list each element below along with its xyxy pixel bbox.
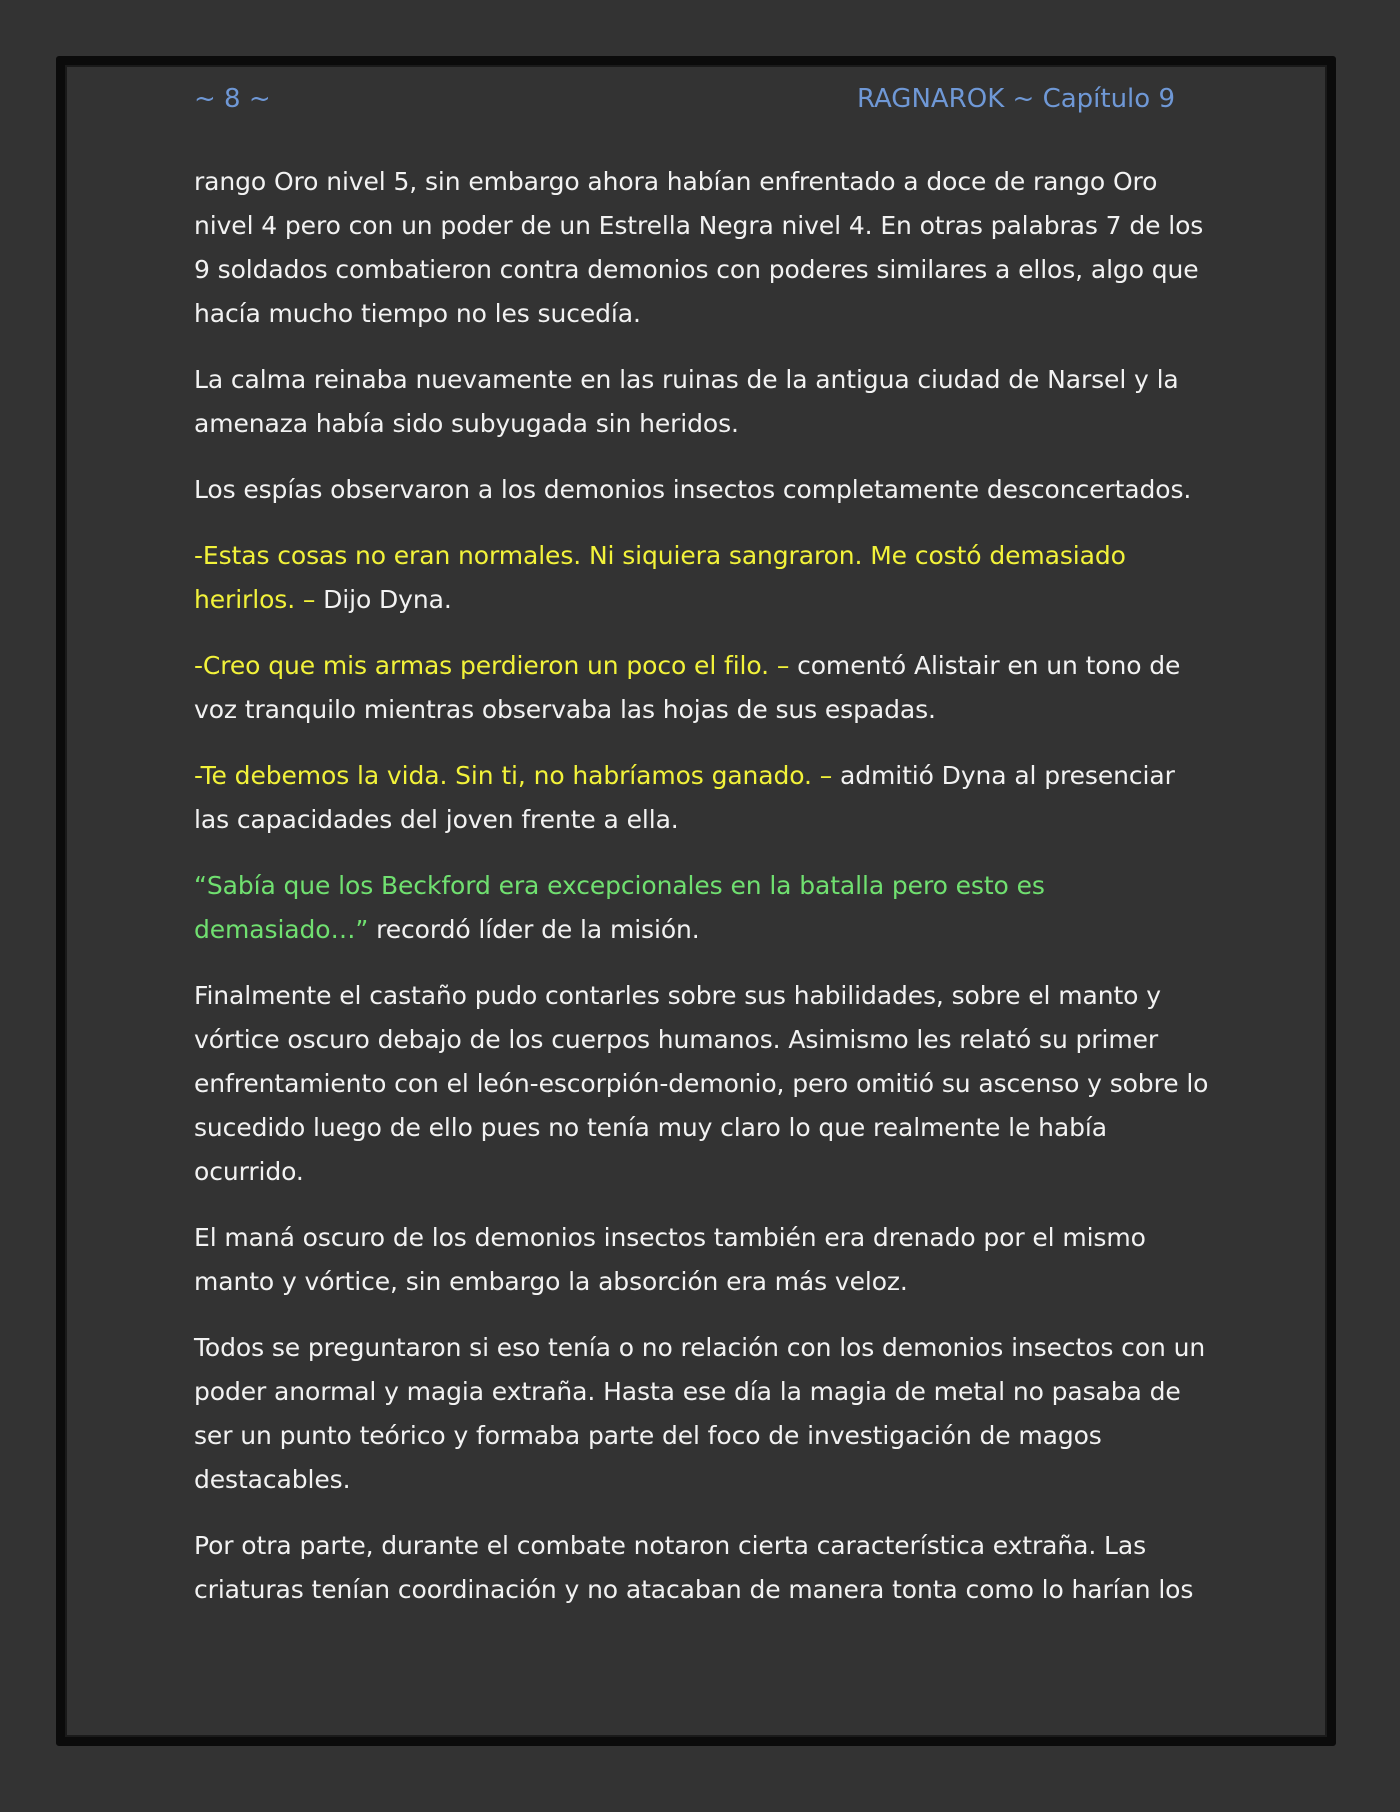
paragraph: Todos se preguntaron si eso tenía o no relación con los demonios insectos con un poder anormal y magia extraña. Hasta ese día la magia de metal no pasaba de ser un punto teórico y formaba parte del foco de investigación de magos destacables.: [194, 1333, 1206, 1494]
dialogue-text: -Estas cosas no eran normales. Ni siquiera sangraron. Me costó demasiado herirlos. –: [194, 541, 1126, 614]
chapter-title: RAGNAROK ~ Capítulo 9: [856, 84, 1175, 114]
thought-text: “Sabía que los Beckford era excepcionales en la batalla pero esto es demasiado…”: [194, 871, 1045, 944]
paragraph: Finalmente el castaño pudo contarles sobre sus habilidades, sobre el manto y vórtice oscuro debajo de los cuerpos humanos. Asimismo les relató su primer enfrentamiento con el león-escorpión-demonio, pero omitió su ascenso y sobre lo sucedido luego de ello pues no tenía muy claro lo que realmente le había ocurrido.: [194, 981, 1209, 1186]
dialogue-paragraph: [194, 754, 1214, 842]
narration-text: comentó Alistair en un tono de voz tranquilo mientras observaba las hojas de sus espadas.: [194, 651, 1181, 724]
dialogue-paragraph: [194, 644, 1214, 732]
paragraph: Los espías observaron a los demonios insectos completamente desconcertados.: [194, 475, 1192, 504]
paragraph: Por otra parte, durante el combate notaron cierta característica extraña. Las criaturas tenían coordinación y no atacaban de manera tonta como lo harían los: [194, 1531, 1194, 1604]
page-number: ~ 8 ~: [194, 84, 271, 114]
page-body: [194, 160, 1214, 1634]
narration-text: recordó líder de la misión.: [368, 915, 700, 944]
thought-paragraph: [194, 864, 1214, 952]
page-header: [194, 84, 1175, 120]
dialogue-text: -Creo que mis armas perdieron un poco el filo. –: [194, 651, 790, 680]
narration-text: admitió Dyna al presenciar las capacidades del joven frente a ella.: [194, 761, 1175, 834]
dialogue-text: -Te debemos la vida. Sin ti, no habríamos ganado. –: [194, 761, 833, 790]
paragraph: El maná oscuro de los demonios insectos también era drenado por el mismo manto y vórtice, sin embargo la absorción era más veloz.: [194, 1223, 1146, 1296]
narration-text: Dijo Dyna.: [315, 585, 452, 614]
paragraph: rango Oro nivel 5, sin embargo ahora habían enfrentado a doce de rango Oro nivel 4 pero con un poder de un Estrella Negra nivel 4. En otras palabras 7 de los 9 soldados combatieron contra demonios con poderes similares a ellos, algo que hacía mucho tiempo no les sucedía.: [194, 167, 1204, 328]
paragraph: La calma reinaba nuevamente en las ruinas de la antigua ciudad de Narsel y la amenaza había sido subyugada sin heridos.: [194, 365, 1179, 438]
dialogue-paragraph: [194, 534, 1214, 622]
